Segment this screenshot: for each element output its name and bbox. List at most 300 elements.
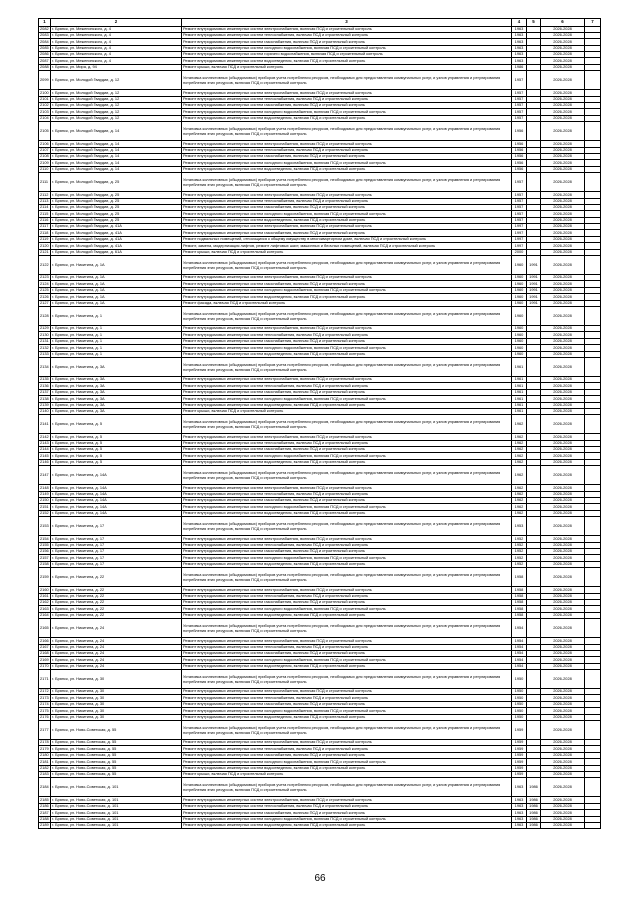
period-cell: 2026-2028: [541, 740, 585, 746]
year-built-cell: 1963: [512, 810, 527, 816]
work-type-cell: Ремонт крыши, включая ПСД и строительный контроль: [182, 249, 512, 255]
address-cell: г. Брянск, ул. Никитина, д. 30: [51, 670, 182, 689]
year-built-cell: 1957: [512, 198, 527, 204]
period-cell: 2026-2028: [541, 606, 585, 612]
extra-cell: [585, 721, 601, 740]
year-built-cell: 1959: [512, 746, 527, 752]
period-cell: 2026-2028: [541, 689, 585, 695]
address-cell: г. Брянск, ул. Молодой Гвардии, д. 41А: [51, 236, 182, 242]
row-number-cell: 2082: [40, 26, 49, 31]
period-cell: 2026-2028: [541, 485, 585, 491]
work-type-cell: Ремонт внутридомовых инженерных систем холодного водоснабжения, включая ПСД и строительный контроль: [182, 816, 512, 822]
row-number-cell: 2157: [40, 554, 49, 560]
row-number-cell: 2115: [39, 211, 51, 217]
period-cell: 2026-2028: [541, 45, 585, 51]
extra-cell: [585, 307, 601, 326]
table-row: [39, 822, 601, 828]
work-type-cell: Ремонт внутридомовых инженерных систем теплоснабжения, включая ПСД и строительный контроль: [182, 803, 512, 809]
address-cell: г. Брянск, ул. Никитина, д. 14А: [51, 498, 182, 504]
address-cell: г. Брянск, ул. Никитина, д. 17: [51, 555, 182, 561]
row-number-cell: 2164: [40, 612, 49, 618]
year-built-cell: 1954: [512, 650, 527, 656]
period-cell: 2026-2028: [541, 338, 585, 344]
extra-cell: [585, 256, 601, 275]
period-cell: 2026-2028: [541, 822, 585, 828]
table-row: [39, 357, 601, 376]
address-cell: г. Брянск, ул. Никитина, д. 1А: [51, 300, 182, 306]
address-cell: г. Брянск, ул. Ново-Советская, д. 55: [51, 771, 182, 777]
period-cell: 2026-2028: [541, 198, 585, 204]
year-renovated-cell: [527, 466, 541, 485]
work-type-cell: Ремонт внутридомовых инженерных систем холодного водоснабжения, включая ПСД и строительный контроль: [182, 160, 512, 166]
work-type-cell: Ремонт внутридомовых инженерных систем теплоснабжения, включая ПСД и строительный контроль: [182, 695, 512, 701]
work-type-cell: Ремонт внутридомовых инженерных систем водоотведения, включая ПСД и строительный контроль: [182, 351, 512, 357]
work-type-cell: Ремонт внутридомовых инженерных систем холодного водоснабжения, включая ПСД и строительный контроль: [182, 287, 512, 293]
address-cell: г. Брянск, ул. Никитина, д. 24: [51, 644, 182, 650]
address-cell: г. Брянск, ул. Никитина, д. 30: [51, 695, 182, 701]
row-number-cell: 2109: [40, 159, 49, 165]
year-built-cell: 1957: [512, 173, 527, 192]
row-number-cell: 2107: [40, 147, 49, 152]
period-cell: 2026-2028: [541, 383, 585, 389]
address-cell: г. Брянск, ул. Молодой Гвардии, д. 25: [51, 217, 182, 223]
work-type-cell: Ремонт внутридомовых инженерных систем газоснабжения, включая ПСД и строительный контроль: [182, 338, 512, 344]
table-row: [39, 122, 601, 141]
work-type-cell: Ремонт фасада, включая ПСД и строительный контроль: [182, 300, 512, 306]
period-cell: 2026-2028: [541, 307, 585, 326]
work-type-cell: Ремонт внутридомовых инженерных систем газоснабжения, включая ПСД и строительный контроль: [182, 153, 512, 159]
row-number-cell: 2176: [40, 714, 49, 720]
work-type-cell: Ремонт внутридомовых инженерных систем электроснабжения, включая ПСД и строительный контроль: [182, 224, 512, 230]
work-type-cell: Ремонт внутридомовых инженерных систем газоснабжения, включая ПСД и строительный контроль: [182, 650, 512, 656]
work-type-cell: Ремонт внутридомовых инженерных систем холодного водоснабжения, включая ПСД и строительный контроль: [182, 606, 512, 612]
row-number-cell: 2163: [40, 605, 49, 611]
year-built-cell: 1963: [512, 58, 527, 64]
row-number-cell: 2118: [39, 230, 51, 236]
address-cell: г. Брянск, ул. Никитина, д. 17: [51, 536, 182, 542]
year-built-cell: 1961: [512, 376, 527, 382]
year-built-cell: 1997: [512, 236, 527, 242]
extra-cell: [585, 619, 601, 638]
work-type-cell: Ремонт внутридомовых инженерных систем электроснабжения, включая ПСД и строительный контроль: [182, 26, 512, 32]
address-cell: г. Брянск, ул. Меженинского, д. 4: [51, 45, 182, 51]
row-number-cell: 2185: [40, 796, 49, 802]
year-built-cell: 1957: [512, 71, 527, 90]
period-cell: 2026-2028: [541, 663, 585, 669]
year-built-cell: 1962: [512, 459, 527, 465]
year-built-cell: 1957: [512, 204, 527, 210]
period-cell: 2026-2028: [541, 803, 585, 809]
year-built-cell: 1962: [512, 415, 527, 434]
period-cell: 2026-2028: [541, 122, 585, 141]
work-type-cell: Ремонт внутридомовых инженерных систем холодного водоснабжения, включая ПСД и строительный контроль: [182, 109, 512, 115]
table-row: [39, 256, 601, 275]
work-type-cell: Ремонт внутридомовых инженерных систем водоотведения, включая ПСД и строительный контроль: [182, 663, 512, 669]
row-number-cell: 2145: [40, 452, 49, 458]
work-type-cell: Установка коллективных (общедомовых) приборов учета потребления ресурсов, необходимых для предоставления коммунальных услуг, и узлов управления и регулирования потребления этих ресурсов, включая ПСД и строительный контроль: [182, 307, 512, 326]
year-renovated-cell: 1991: [527, 300, 541, 306]
year-built-cell: 1961: [512, 383, 527, 389]
period-cell: 2026-2028: [541, 447, 585, 453]
period-cell: 2026-2028: [541, 351, 585, 357]
year-built-cell: 1958: [512, 606, 527, 612]
year-built-cell: 1957: [512, 103, 527, 109]
year-built-cell: 1960: [512, 287, 527, 293]
period-cell: 2026-2028: [541, 39, 585, 45]
address-cell: г. Брянск, ул. Молодой Гвардии, д. 12: [51, 115, 182, 121]
address-cell: г. Брянск, ул. Никитина, д. 17: [51, 517, 182, 536]
address-cell: г. Брянск, ул. Молодой Гвардии, д. 25: [51, 211, 182, 217]
period-cell: 2026-2028: [541, 141, 585, 147]
work-type-cell: Ремонт внутридомовых инженерных систем теплоснабжения, включая ПСД и строительный контроль: [182, 746, 512, 752]
address-cell: г. Брянск, ул. Никитина, д. 24: [51, 650, 182, 656]
row-number-cell: 2171: [39, 670, 51, 689]
row-number-cell: 2128: [39, 307, 51, 326]
period-cell: 2026-2028: [541, 542, 585, 548]
row-number-cell: 2131: [40, 338, 49, 344]
year-built-cell: 1997: [512, 224, 527, 230]
address-cell: г. Брянск, ул. Никитина, д. 14А: [51, 485, 182, 491]
year-built-cell: 1961: [512, 357, 527, 376]
year-renovated-cell: 1991: [527, 294, 541, 300]
work-type-cell: Ремонт внутридомовых инженерных систем холодного водоснабжения, включая ПСД и строительный контроль: [182, 759, 512, 765]
address-cell: г. Брянск, ул. Молодой Гвардии, д. 14: [51, 122, 182, 141]
address-cell: г. Брянск, ул. Меженинского, д. 4: [51, 32, 182, 38]
period-cell: 2026-2028: [541, 160, 585, 166]
work-type-cell: Ремонт внутридомовых инженерных систем водоотведения, включая ПСД и строительный контроль: [182, 166, 512, 172]
period-cell: 2026-2028: [541, 816, 585, 822]
period-cell: 2026-2028: [541, 275, 585, 281]
work-type-cell: Установка коллективных (общедомовых) приборов учета потребления ресурсов, необходимых для предоставления коммунальных услуг, и узлов управления и регулирования потребления этих ресурсов, включая ПСД и строительный контроль: [182, 415, 512, 434]
address-cell: г. Брянск, ул. Никитина, д. 3А: [51, 408, 182, 414]
year-built-cell: 1961: [512, 402, 527, 408]
period-cell: 2026-2028: [541, 103, 585, 109]
row-number-cell: 2146: [40, 459, 49, 465]
row-number-cell: 2105: [39, 122, 51, 141]
year-built-cell: 1957: [512, 211, 527, 217]
work-type-cell: Установка коллективных (общедомовых) приборов учета потребления ресурсов, необходимых для предоставления коммунальных услуг, и узлов управления и регулирования потребления этих ресурсов, включая ПСД и строительный контроль: [182, 568, 512, 587]
address-cell: г. Брянск, ул. Никитина, д. 17: [51, 548, 182, 554]
work-type-cell: Ремонт внутридомовых инженерных систем водоотведения, включая ПСД и строительный контроль: [182, 459, 512, 465]
row-number-cell: 2143: [40, 440, 49, 446]
row-number-cell: 2155: [40, 542, 49, 547]
period-cell: 2026-2028: [541, 376, 585, 382]
work-type-cell: Ремонт подвальных помещений, относящихся к общему имуществу в многоквартирном доме, включая ПСД и строительный контроль: [182, 236, 512, 242]
year-renovated-cell: 1986: [527, 810, 541, 816]
work-type-cell: Установка коллективных (общедомовых) приборов учета потребления ресурсов, необходимых для предоставления коммунальных услуг, и узлов управления и регулирования потребления этих ресурсов, включая ПСД и строительный контроль: [182, 517, 512, 536]
address-cell: г. Брянск, ул. Никитина, д. 30: [51, 714, 182, 720]
year-renovated-cell: [527, 568, 541, 587]
year-built-cell: 1952: [512, 561, 527, 567]
work-type-cell: Ремонт внутридомовых инженерных систем электроснабжения, включая ПСД и строительный контроль: [182, 192, 512, 198]
work-type-cell: Ремонт крыши, включая ПСД и строительный контроль: [182, 408, 512, 414]
year-built-cell: 1954: [512, 644, 527, 650]
work-type-cell: Ремонт внутридомовых инженерных систем теплоснабжения, включая ПСД и строительный контроль: [182, 440, 512, 446]
row-number-cell: 2133: [40, 351, 49, 356]
year-renovated-cell: 1986: [527, 822, 541, 828]
work-type-cell: Ремонт внутридомовых инженерных систем теплоснабжения, включая ПСД и строительный контроль: [182, 644, 512, 650]
row-number-cell: 2154: [40, 535, 49, 541]
address-cell: г. Брянск, ул. Никитина, д. 24: [51, 619, 182, 638]
year-built-cell: 1962: [512, 510, 527, 516]
address-cell: г. Брянск, ул. Молодой Гвардии, д. 12: [51, 71, 182, 90]
work-type-cell: Ремонт внутридомовых инженерных систем водоотведения, включая ПСД и строительный контроль: [182, 115, 512, 121]
period-cell: 2026-2028: [541, 332, 585, 338]
year-built-cell: 1958: [512, 587, 527, 593]
row-number-cell: 2142: [40, 433, 49, 439]
row-number-cell: 2162: [40, 599, 49, 605]
period-cell: 2026-2028: [541, 548, 585, 554]
row-number-cell: 2110: [39, 166, 51, 172]
year-built-cell: 1959: [512, 771, 527, 777]
work-type-cell: Ремонт внутридомовых инженерных систем электроснабжения, включая ПСД и строительный контроль: [182, 485, 512, 491]
year-renovated-cell: [527, 670, 541, 689]
address-cell: г. Брянск, ул. Никитина, д. 1А: [51, 256, 182, 275]
address-cell: г. Брянск, ул. Никитина, д. 30: [51, 708, 182, 714]
address-cell: г. Брянск, ул. Ново-Советская, д. 101: [51, 797, 182, 803]
row-number-cell: 2165: [39, 619, 51, 638]
address-cell: г. Брянск, ул. Молодой Гвардии, д. 25: [51, 198, 182, 204]
row-number-cell: 2169: [40, 656, 49, 662]
row-number-cell: 2144: [40, 446, 49, 452]
work-type-cell: Ремонт внутридомовых инженерных систем теплоснабжения, включая ПСД и строительный контроль: [182, 332, 512, 338]
row-number-cell: 2184: [39, 778, 51, 797]
period-cell: 2026-2028: [541, 96, 585, 102]
address-cell: г. Брянск, ул. Никитина, д. 17: [51, 561, 182, 567]
row-number-cell: 2161: [40, 593, 49, 598]
work-type-cell: Установка коллективных (общедомовых) приборов учета потребления ресурсов, необходимых для предоставления коммунальных услуг, и узлов управления и регулирования потребления этих ресурсов, включая ПСД и строительный контроль: [182, 721, 512, 740]
extra-cell: [585, 466, 601, 485]
address-cell: г. Брянск, ул. Никитина, д. 24: [51, 663, 182, 669]
year-built-cell: 1954: [512, 663, 527, 669]
period-cell: 2026-2028: [541, 587, 585, 593]
period-cell: 2026-2028: [541, 204, 585, 210]
row-number-cell: 2153: [39, 517, 51, 536]
row-number-cell: 2178: [40, 739, 49, 745]
year-renovated-cell: 1986: [527, 803, 541, 809]
row-number-cell: 2136: [40, 382, 49, 388]
year-built-cell: 1957: [512, 96, 527, 102]
address-cell: г. Брянск, ул. Ново-Советская, д. 101: [51, 822, 182, 828]
period-cell: 2026-2028: [541, 357, 585, 376]
period-cell: 2026-2028: [541, 714, 585, 720]
address-cell: г. Брянск, ул. Никитина, д. 30: [51, 701, 182, 707]
period-cell: 2026-2028: [541, 599, 585, 605]
period-cell: 2026-2028: [541, 459, 585, 465]
year-built-cell: 1952: [512, 548, 527, 554]
year-built-cell: 1957: [512, 90, 527, 96]
extra-cell: [585, 822, 601, 828]
work-type-cell: Ремонт, замена, модернизация лифтов, ремонт лифтовых шахт, машинных и блочных помещений, включая ПСД и строительный контроль: [182, 243, 512, 249]
period-cell: 2026-2028: [541, 466, 585, 485]
year-built-cell: 1952: [512, 536, 527, 542]
work-type-cell: Ремонт внутридомовых инженерных систем электроснабжения, включая ПСД и строительный контроль: [182, 326, 512, 332]
period-cell: 2026-2028: [541, 71, 585, 90]
address-cell: г. Брянск, ул. Молодой Гвардии, д. 25: [51, 204, 182, 210]
work-type-cell: Ремонт внутридомовых инженерных систем водоотведения, включая ПСД и строительный контроль: [182, 612, 512, 618]
period-cell: 2026-2028: [541, 701, 585, 707]
row-number-cell: 2175: [40, 707, 49, 713]
period-cell: 2026-2028: [541, 657, 585, 663]
work-type-cell: Ремонт внутридомовых инженерных систем газоснабжения, включая ПСД и строительный контроль: [182, 548, 512, 554]
row-number-cell: 2086: [40, 51, 49, 57]
work-type-cell: Ремонт внутридомовых инженерных систем холодного водоснабжения, включая ПСД и строительный контроль: [182, 555, 512, 561]
period-cell: 2026-2028: [541, 491, 585, 497]
address-cell: г. Брянск, ул. Ново-Советская, д. 55: [51, 746, 182, 752]
row-number-cell: 2132: [40, 344, 49, 350]
column-header-7: 7: [585, 19, 601, 27]
year-built-cell: 1986: [512, 64, 527, 70]
work-type-cell: Ремонт внутридомовых инженерных систем газоснабжения, включая ПСД и строительный контроль: [182, 752, 512, 758]
work-type-cell: Установка коллективных (общедомовых) приборов учета потребления ресурсов, необходимых для предоставления коммунальных услуг, и узлов управления и регулирования потребления этих ресурсов, включая ПСД и строительный контроль: [182, 619, 512, 638]
row-number-cell: 2167: [40, 644, 49, 649]
work-type-cell: Ремонт внутридомовых инженерных систем электроснабжения, включая ПСД и строительный контроль: [182, 376, 512, 382]
year-built-cell: 1963: [512, 26, 527, 32]
address-cell: г. Брянск, ул. Никитина, д. 3А: [51, 376, 182, 382]
address-cell: г. Брянск, ул. Молодой Гвардии, д. 25: [51, 192, 182, 198]
year-renovated-cell: 1991: [527, 275, 541, 281]
period-cell: 2026-2028: [541, 326, 585, 332]
year-renovated-cell: [527, 357, 541, 376]
address-cell: г. Брянск, ул. Ново-Советская, д. 101: [51, 816, 182, 822]
row-number-cell: 2129: [40, 325, 49, 331]
year-built-cell: 1960: [512, 256, 527, 275]
work-type-cell: Ремонт внутридомовых инженерных систем электроснабжения, включая ПСД и строительный контроль: [182, 689, 512, 695]
work-type-cell: Ремонт внутридомовых инженерных систем холодного водоснабжения, включая ПСД и строительный контроль: [182, 45, 512, 51]
extra-cell: [585, 122, 601, 141]
period-cell: 2026-2028: [541, 300, 585, 306]
period-cell: 2026-2028: [541, 249, 585, 255]
row-number-cell: 2134: [39, 357, 51, 376]
work-type-cell: Ремонт внутридомовых инженерных систем газоснабжения, включая ПСД и строительный контроль: [182, 204, 512, 210]
address-cell: г. Брянск, ул. Молодой Гвардии, д. 12: [51, 109, 182, 115]
year-built-cell: 1956: [512, 153, 527, 159]
period-cell: 2026-2028: [541, 510, 585, 516]
row-number-cell: 2116: [39, 217, 51, 223]
work-type-cell: Ремонт внутридомовых инженерных систем газоснабжения, включая ПСД и строительный контроль: [182, 810, 512, 816]
period-cell: 2026-2028: [541, 173, 585, 192]
work-type-cell: Ремонт внутридомовых инженерных систем холодного водоснабжения, включая ПСД и строительный контроль: [182, 708, 512, 714]
row-number-cell: 2188: [40, 816, 49, 821]
year-built-cell: 1950: [512, 708, 527, 714]
address-cell: г. Брянск, ул. Меженинского, д. 4: [51, 52, 182, 58]
extra-cell: [585, 357, 601, 376]
address-cell: г. Брянск, ул. Молодой Гвардии, д. 25: [51, 173, 182, 192]
year-built-cell: 1953: [512, 517, 527, 536]
work-type-cell: Ремонт внутридомовых инженерных систем газоснабжения, включая ПСД и строительный контроль: [182, 281, 512, 287]
work-type-cell: Ремонт внутридомовых инженерных систем холодного водоснабжения, включая ПСД и строительный контроль: [182, 657, 512, 663]
period-cell: 2026-2028: [541, 612, 585, 618]
address-cell: г. Брянск, ул. Молодой Гвардии, д. 14: [51, 166, 182, 172]
address-cell: г. Брянск, ул. Никитина, д. 22: [51, 593, 182, 599]
work-type-cell: Ремонт внутридомовых инженерных систем электроснабжения, включая ПСД и строительный контроль: [182, 434, 512, 440]
row-number-cell: 2111: [39, 173, 51, 192]
row-number-cell: 2177: [39, 721, 51, 740]
work-type-cell: Ремонт внутридомовых инженерных систем теплоснабжения, включая ПСД и строительный контроль: [182, 491, 512, 497]
year-built-cell: 1959: [512, 765, 527, 771]
address-cell: г. Брянск, ул. Молодой Гвардии, д. 14: [51, 147, 182, 153]
year-renovated-cell: 1991: [527, 256, 541, 275]
year-built-cell: 1963: [512, 52, 527, 58]
year-built-cell: 1958: [512, 568, 527, 587]
address-cell: г. Брянск, ул. Ново-Советская, д. 55: [51, 759, 182, 765]
work-type-cell: Ремонт внутридомовых инженерных систем газоснабжения, включая ПСД и строительный контроль: [182, 103, 512, 109]
work-type-cell: Ремонт внутридомовых инженерных систем водоотведения, включая ПСД и строительный контроль: [182, 402, 512, 408]
period-cell: 2026-2028: [541, 153, 585, 159]
year-renovated-cell: 1986: [527, 816, 541, 822]
address-cell: г. Брянск, ул. Ново-Советская, д. 55: [51, 740, 182, 746]
extra-cell: [585, 173, 601, 192]
year-built-cell: 1956: [512, 166, 527, 172]
work-type-cell: Ремонт внутридомовых инженерных систем холодного водоснабжения, включая ПСД и строительный контроль: [182, 396, 512, 402]
address-cell: г. Брянск, ул. Никитина, д. 24: [51, 657, 182, 663]
work-type-cell: Ремонт внутридомовых инженерных систем электроснабжения, включая ПСД и строительный контроль: [182, 638, 512, 644]
row-number-cell: 2159: [39, 568, 51, 587]
address-cell: г. Брянск, ул. Никитина, д. 22: [51, 587, 182, 593]
year-built-cell: 1960: [512, 332, 527, 338]
row-number-cell: 2170: [40, 663, 49, 669]
row-number-cell: 2101: [40, 96, 49, 102]
year-renovated-cell: [527, 173, 541, 192]
row-number-cell: 2140: [40, 408, 49, 414]
row-number-cell: 2106: [40, 140, 49, 146]
extra-cell: [585, 71, 601, 90]
work-type-cell: Ремонт внутридомовых инженерных систем теплоснабжения, включая ПСД и строительный контроль: [182, 147, 512, 153]
year-built-cell: 1960: [512, 281, 527, 287]
period-cell: 2026-2028: [541, 517, 585, 536]
year-built-cell: 1961: [512, 396, 527, 402]
row-number-cell: 2151: [40, 503, 49, 509]
work-type-cell: Ремонт внутридомовых инженерных систем водоотведения, включая ПСД и строительный контроль: [182, 765, 512, 771]
period-cell: 2026-2028: [541, 408, 585, 414]
year-renovated-cell: [527, 721, 541, 740]
row-number-cell: 2139: [40, 402, 49, 407]
work-type-cell: Ремонт внутридомовых инженерных систем газоснабжения, включая ПСД и строительный контроль: [182, 599, 512, 605]
extra-cell: [585, 415, 601, 434]
year-built-cell: 1960: [512, 338, 527, 344]
row-number-cell: 2122: [39, 256, 51, 275]
work-type-cell: Ремонт внутридомовых инженерных систем газоснабжения, включая ПСД и строительный контроль: [182, 498, 512, 504]
row-number-cell: 2172: [40, 688, 49, 694]
year-built-cell: 1957: [512, 217, 527, 223]
address-cell: г. Брянск, ул. Меженинского, д. 4: [51, 58, 182, 64]
period-cell: 2026-2028: [541, 765, 585, 771]
year-built-cell: 1962: [512, 504, 527, 510]
year-built-cell: 1958: [512, 612, 527, 618]
year-renovated-cell: 1986: [527, 797, 541, 803]
work-type-cell: Ремонт внутридомовых инженерных систем водоотведения, включая ПСД и строительный контроль: [182, 294, 512, 300]
work-type-cell: Ремонт крыши, включая ПСД и строительный контроль: [182, 771, 512, 777]
address-cell: г. Брянск, ул. Мира, д. 94: [51, 64, 182, 70]
year-built-cell: 1962: [512, 491, 527, 497]
year-renovated-cell: 1991: [527, 287, 541, 293]
year-renovated-cell: [527, 307, 541, 326]
row-number-cell: 2112: [39, 192, 51, 198]
period-cell: 2026-2028: [541, 147, 585, 153]
work-type-cell: Ремонт внутридомовых инженерных систем холодного водоснабжения, включая ПСД и строительный контроль: [182, 345, 512, 351]
address-cell: г. Брянск, ул. Молодой Гвардии, д. 14: [51, 153, 182, 159]
row-number-cell: 2104: [40, 115, 49, 121]
period-cell: 2026-2028: [541, 236, 585, 242]
row-number-cell: 2183: [40, 771, 49, 777]
period-cell: 2026-2028: [541, 52, 585, 58]
period-cell: 2026-2028: [541, 217, 585, 223]
work-type-cell: Ремонт крыши, включая ПСД и строительный контроль: [182, 64, 512, 70]
address-cell: г. Брянск, ул. Молодой Гвардии, д. 41А: [51, 230, 182, 236]
row-number-cell: 2135: [40, 376, 49, 382]
work-type-cell: Ремонт внутридомовых инженерных систем водоотведения, включая ПСД и строительный контроль: [182, 714, 512, 720]
year-built-cell: 1959: [512, 759, 527, 765]
